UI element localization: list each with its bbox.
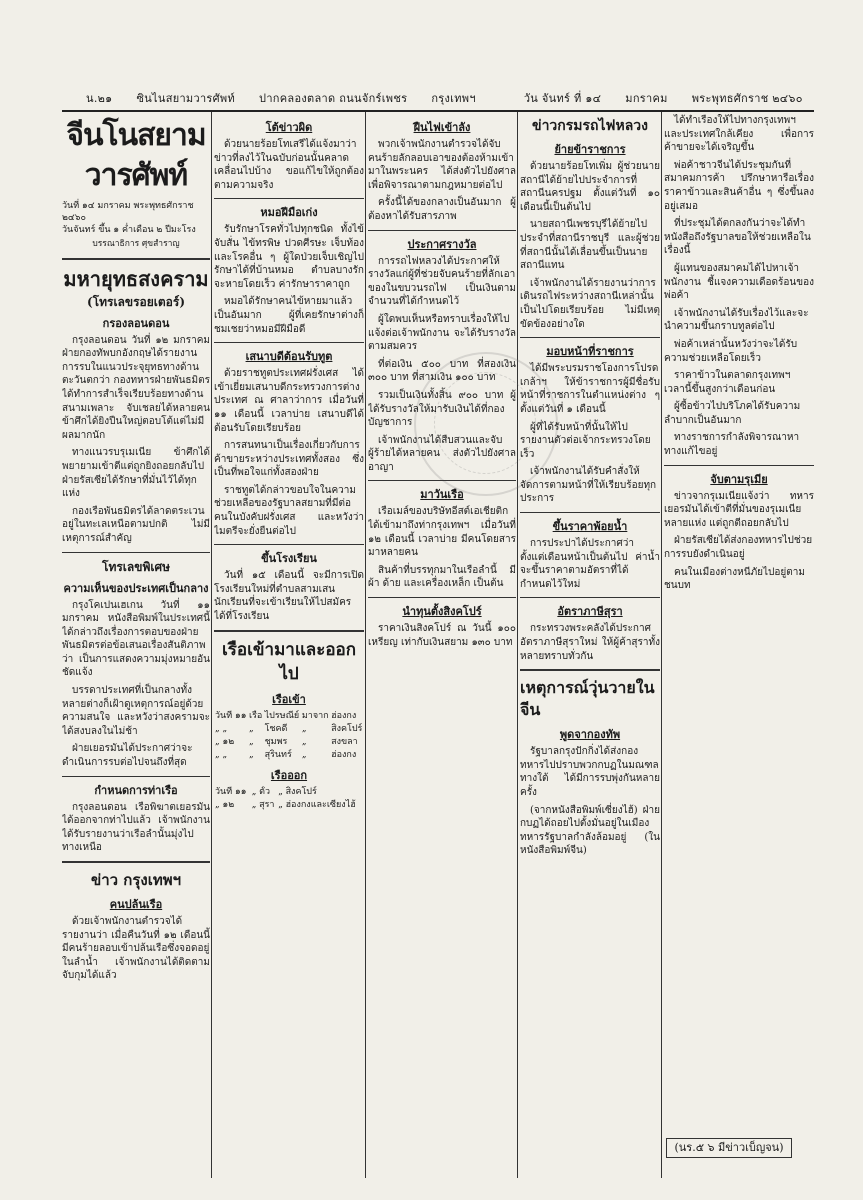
article-paragraph: กรุงลอนดอน เรือพิฆาตเยอรมันได้ออกจากท่าไปแล้ว เจ้าพนักงานได้รับรายงานว่าเรือลำนั้นมุ่งไปทางเหนือ — [62, 801, 210, 854]
article-paragraph: ผู้ที่ได้รับหน้าที่นั้นให้ไปรายงานตัวต่อเจ้ากระทรวงโดยเร็ว — [520, 421, 651, 460]
table-cell: „ — [278, 786, 283, 797]
article-heading: นำทุนตั้งสิงคโปร์ — [402, 605, 482, 619]
divider — [62, 776, 210, 777]
editor-name: บรรณาธิการ ศุขสำราญ — [92, 239, 180, 249]
divider — [214, 630, 364, 632]
table-row — [214, 749, 364, 762]
table-cell: „ — [278, 799, 283, 810]
table-cell: „ — [251, 786, 257, 797]
article-paragraph: วันที่ ๑๕ เดือนนี้ จะมีการเปิดโรงเรียนใหม่ที่ตำบลสามเสน นักเรียนที่จะเข้าเรียนให้ไปสมัครได้ที่โรงเรียน — [214, 570, 364, 623]
article-paragraph: ราคาข้าวในตลาดกรุงเทพฯ เวลานี้ขึ้นสูงกว่าเดือนก่อน — [664, 370, 791, 395]
divider — [520, 597, 660, 598]
ships-in-heading: เรือเข้า — [272, 692, 306, 706]
article-paragraph: เจ้าพนักงานได้สืบสวนและจับผู้ร้ายได้หลายคน ส่งตัวไปยังศาลอาญา — [368, 434, 516, 473]
divider — [520, 337, 660, 338]
table-cell: „ — [249, 736, 254, 747]
article-paragraph: สินค้าที่บรรทุกมาในเรือลำนี้ มีผ้า ด้าย และเครื่องเหล็ก เป็นต้น — [368, 564, 516, 590]
article-paragraph: กรุงโคเปนเฮเกน วันที่ ๑๑ มกราคม หนังสือพิมพ์ในประเทศนี้ได้กล่าวถึงเรื่องการตอบของฝ่ายพันธมิตรต่อข้อเสนอเรื่องสันติภาพว่า เป็นการแสดงความมุ่งหมายอันชัดแจ้ง — [62, 599, 210, 679]
table-row — [214, 736, 364, 749]
table-cell: โชคดี — [264, 723, 288, 734]
article-paragraph: ครั้งนี้ได้ของกลางเป็นอันมาก ผู้ต้องหาได้รับสารภาพ — [368, 197, 516, 222]
divider — [62, 861, 210, 863]
article-paragraph: นายสถานีเพชรบุรีได้ย้ายไปประจำที่สถานีราชบุรี และผู้ช่วยที่สถานีนั้นได้เลื่อนขึ้นเป็นนายสถานีแทน — [520, 219, 660, 272]
war-front-heading: กรองลอนดอน — [102, 316, 170, 330]
telegram-heading: โทรเลขพิเศษ — [102, 559, 170, 574]
article-paragraph: หมอได้รักษาคนไข้หายมาแล้วเป็นอันมาก ผู้ที่เคยรักษาต่างก็ชมเชยว่าหมอมีฝีมือดี — [214, 296, 364, 335]
article-paragraph: (จากหนังสือพิมพ์เซี่ยงไฮ้) ฝ่ายกบฏได้ถอยไปตั้งมั่นอยู่ในเมือง ทหารรัฐบาลกำลังล้อมอยู่ (ในหนังสือพิมพ์จีน) — [520, 804, 660, 857]
divider — [520, 669, 660, 671]
article-heading: โต้ข่าวผิด — [265, 121, 313, 134]
article-paragraph: ราคาเงินสิงคโปร์ ณ วันนี้ ๑๐๐ เหรียญ เท่ากับเงินสยาม ๑๓๐ บาท — [368, 623, 516, 648]
article-paragraph: ที่ประชุมได้ตกลงกันว่าจะได้ทำหนังสือถึงรัฐบาลขอให้ช่วยเหลือในเรื่องนี้ — [664, 218, 811, 257]
paper-name: ซินไนสยามวารศัพท์ — [136, 92, 236, 105]
article-paragraph: ที่ต่อเงิน ๕๐๐ บาท ที่สองเงิน ๓๐๐ บาท ที่สามเงิน ๑๐๐ บาท — [368, 358, 516, 384]
table-cell: ตั้ว — [259, 786, 271, 797]
article-paragraph: ข่าวจากรุเมเนียแจ้งว่า ทหารเยอรมันได้เข้าตีที่มั่นของรุเมเนียหลายแห่ง แต่ถูกตีถอยกลับไป — [664, 490, 814, 529]
column-divider — [517, 112, 518, 1178]
article-paragraph: กรุงลอนดอน วันที่ ๑๒ มกราคม ฝ่ายกองทัพบกอังกฤษได้รายงานการรบในแนวประจุยุทธทางด้านตะวันตกว่า กองทหารฝ่ายพันธมิตรได้ทำการสำเร็จเรียบร้อยทางด้านสนามเพลาะ จับเชลยได้หลายคน ข้าศึกได้ยิงปืนใหญ่ตอบโต้แต่ไม่มีผลมากนัก — [62, 334, 210, 441]
article-paragraph: บรรดาประเทศที่เป็นกลางทั้งหลายต่างก็เฝ้าดูเหตุการณ์อยู่ด้วยความสนใจ และหวังว่าสงครามจะได้สงบลงในไม่ช้า — [62, 685, 210, 737]
china-news-title: เหตุการณ์วุ่นวายในจีน — [520, 678, 655, 720]
table-row — [214, 723, 364, 736]
article-heading: อัตราภาษีสุรา — [557, 605, 623, 619]
ships-out-heading: เรือออก — [270, 768, 308, 782]
table-cell: „ „ — [215, 749, 228, 760]
article-paragraph: ฝ่ายเยอรมันได้ประกาศว่าจะดำเนินการรบต่อไปจนถึงที่สุด — [62, 743, 193, 769]
telegram-subheading: ความเห็นของประเทศเป็นกลาง — [63, 581, 209, 595]
article-paragraph: พวกเจ้าพนักงานตำรวจได้จับคนร้ายลักลอบเอาของต้องห้ามเข้ามาในพระนคร ได้ส่งตัวไปยังศาลเพื่อพิจารณาตามกฎหมายต่อไป — [368, 139, 516, 191]
header-rule — [62, 110, 814, 112]
table-cell: „ — [251, 799, 257, 810]
china-news-subtitle: พูดจากองทัพ — [559, 728, 621, 742]
table-row — [214, 710, 364, 723]
table-cell: ไปรษณีย์ — [264, 710, 300, 721]
railway-news-subtitle: ย้ายข้าราชการ — [554, 143, 626, 156]
table-cell: ฮ่องกงและเซี่ยงไฮ้ — [285, 799, 356, 810]
column-divider — [661, 112, 662, 1178]
table-cell: „ — [301, 736, 307, 747]
column-2 — [214, 114, 364, 1176]
article-paragraph: ทางราชการกำลังพิจารณาหาทางแก้ไขอยู่ — [664, 432, 800, 458]
article-paragraph: ผู้ซื้อข้าวไปบริโภคได้รับความลำบากเป็นอันมาก — [664, 401, 801, 426]
table-cell: „ — [301, 749, 307, 760]
table-cell: เรือ — [249, 710, 263, 721]
divider — [664, 465, 814, 466]
divider — [368, 480, 516, 481]
article-paragraph: พ่อค้าเหล่านั้นหวังว่าจะได้รับความช่วยเหลือโดยเร็ว — [664, 338, 798, 364]
divider — [62, 552, 210, 553]
article-paragraph: ฝ่ายรัสเซียได้ส่งกองทหารไปช่วย การรบยังดำเนินอยู่ — [664, 535, 813, 561]
divider — [62, 258, 210, 260]
article-paragraph: ด้วยเจ้าพนักงานตำรวจได้รายงานว่า เมื่อคืนวันที่ ๑๒ เดือนนี้ มีคนร้ายลอบเข้าปล้นเรือซึ่งจอดอยู่ในลำน้ำ เจ้าพนักงานได้ติดตามจับกุมได้แล้ว — [62, 916, 210, 982]
ships-out-table — [214, 786, 364, 812]
table-cell: „ ๑๒ — [215, 736, 235, 747]
article-heading: ประกาศรางวัล — [407, 237, 477, 251]
table-cell: สุรินทร์ — [264, 749, 292, 760]
continued-note: (นร.๕ ๖ มีข่าวเบ็ญจน) — [666, 1138, 792, 1158]
table-cell: ฮ่องกง — [331, 749, 357, 760]
article-paragraph: การประปาได้ประกาศว่า ตั้งแต่เดือนหน้าเป็นต้นไป ค่าน้ำจะขึ้นราคาตามอัตราที่ได้กำหนดไว้ใหม่ — [520, 538, 660, 590]
dateline: วันที่ ๑๔ มกราคม พระพุทธศักราช ๒๔๖๐ — [62, 201, 194, 223]
article-paragraph: รับรักษาโรคทั่วไปทุกชนิด ทั้งไข้จับสั่น ไข้ทรพิษ ปวดศีรษะ เจ็บท้อง และโรคอื่น ๆ ผู้ใดป่วยเจ็บเชิญไปรักษาได้ที่บ้านหมอ ตำบลบางรัก จะหายโดยเร็ว ค่ารักษาราคาถูก — [214, 224, 364, 290]
war-section-subtitle: (โทรเลขรอยเตอร์) — [86, 294, 186, 309]
article-paragraph: เรือเมล์ของบริษัทอีสต์เอเชียติก ได้เข้ามาถึงท่ากรุงเทพฯ เมื่อวันที่ ๑๒ เดือนนี้ เวลาบ่าย มีคนโดยสารมาหลายคน — [368, 506, 516, 559]
column-divider — [365, 112, 366, 1178]
issue-year: พระพุทธศักราช ๒๔๖๐ — [691, 92, 803, 105]
war-section-title: มหายุทธสงคราม — [63, 266, 209, 291]
column-3 — [368, 114, 516, 1176]
article-paragraph: เจ้าพนักงานได้รับเรื่องไว้และจะนำความขึ้นกราบทูลต่อไป — [664, 307, 809, 333]
column-1 — [62, 114, 210, 1176]
article-heading: ขึ้นโรงเรียน — [261, 552, 317, 566]
article-paragraph: ได้ทำเรื่องให้ไปทางกรุงเทพฯ และประเทศใกล้เคียง เพื่อการค้าขายจะได้เจริญขึ้น — [664, 115, 814, 154]
divider — [214, 198, 364, 199]
railway-news-title: ข่าวกรมรถไฟหลวง — [532, 118, 648, 134]
article-heading: มอบหน้าที่ราชการ — [546, 345, 634, 359]
table-cell: มาจาก — [301, 710, 329, 721]
article-paragraph: ด้วยนายร้อยโทเพิ่ม ผู้ช่วยนายสถานีได้ย้ายไปประจำการที่สถานีนครปฐม ตั้งแต่วันที่ ๑๐ เดือนนี้เป็นต้นไป — [520, 161, 660, 213]
table-cell: สุรา — [259, 799, 275, 810]
column-divider — [211, 112, 212, 1178]
shipping-section-title: เรือเข้ามาและออกไป — [221, 639, 357, 684]
article-paragraph: คนในเมืองต่างหนีภัยไปอยู่ตามชนบท — [664, 566, 805, 592]
article-paragraph: พ่อค้าชาวจีนได้ประชุมกันที่สมาคมการค้า ปรึกษาหารือเรื่องราคาข้าวและสินค้าอื่น ๆ ซึ่งขึ้นลงอยู่เสมอ — [664, 159, 814, 212]
article-paragraph: ทางแนวรบรุเมเนีย ข้าศึกได้พยายามเข้าตีแต่ถูกยิงถอยกลับไป ฝ่ายรัสเซียได้รักษาที่มั่นไว้ได้ทุกแห่ง — [62, 447, 210, 500]
table-cell: วันที่ ๑๑ — [215, 786, 247, 797]
article-heading: หมอฝีมือเก่ง — [260, 206, 318, 220]
table-cell: „ — [249, 749, 254, 760]
table-cell: „ — [301, 723, 307, 734]
table-cell: „ ๑๒ — [215, 799, 235, 810]
divider — [214, 342, 364, 343]
article-paragraph: รวมเป็นเงินทั้งสิ้น ๙๐๐ บาท ผู้ได้รับรางวัลให้มารับเงินได้ที่กองบัญชาการ — [368, 389, 516, 429]
article-heading: มาวันเรือ — [420, 488, 464, 502]
article-heading: เสนาบดีต้อนรับทูต — [245, 350, 333, 364]
table-cell: สงขลา — [331, 736, 358, 747]
article-paragraph: กองเรือพันธมิตรได้ลาดตระเวนอยู่ในทะเลเหนือตามปกติ ไม่มีเหตุการณ์สำคัญ — [62, 505, 210, 544]
divider — [520, 512, 660, 513]
divider — [368, 230, 516, 231]
article-paragraph: ผู้แทนของสมาคมได้ไปหาเจ้าพนักงาน ชี้แจงความเดือดร้อนของพ่อค้า — [664, 262, 814, 302]
issue-month: มกราคม — [625, 92, 668, 105]
table-row — [214, 799, 364, 812]
article-heading: ฝืนไฟเข้าลัง — [413, 121, 471, 134]
article-heading: จับตามรุเมีย — [710, 472, 768, 486]
article-paragraph: เจ้าพนักงานได้รับคำสั่งให้จัดการตามหน้าที่ให้เรียบร้อยทุกประการ — [520, 466, 657, 505]
article-paragraph: ผู้ใดพบเห็นหรือทราบเรื่องให้ไปแจ้งต่อเจ้าพนักงาน จะได้รับรางวัลตามสมควร — [368, 313, 516, 353]
table-cell: สิงคโปร์ — [331, 723, 363, 734]
article-paragraph: การสนทนาเป็นเรื่องเกี่ยวกับการค้าขายระหว่างประเทศทั้งสอง ซึ่งเป็นที่พอใจแก่ทั้งสองฝ่าย — [214, 440, 364, 479]
table-cell: „ — [249, 723, 254, 734]
table-cell: ชุมพร — [264, 736, 288, 747]
table-cell: ฮ่องกง — [331, 710, 357, 721]
table-cell: สิงคโปร์ — [285, 786, 317, 797]
masthead: จีนโนสยามวารศัพท์ — [66, 118, 206, 193]
city-name: กรุงเทพฯ — [431, 92, 476, 105]
press-address: ปากคลองตลาด ถนนจักร์เพชร — [259, 92, 408, 105]
table-row — [214, 786, 364, 799]
divider — [214, 544, 364, 545]
column-4 — [520, 114, 660, 1176]
local-news-title: ข่าว กรุงเทพฯ — [90, 871, 182, 889]
article-paragraph: ด้วยนายร้อยโทเสรีได้แจ้งมาว่า ข่าวที่ลงไว้ในฉบับก่อนนั้นคลาดเคลื่อนไปบ้าง ขอแก้ไขให้ถูกต้องตามความจริง — [214, 139, 364, 191]
divider — [368, 597, 516, 598]
table-cell: วันที่ ๑๑ — [215, 710, 247, 721]
ships-in-table — [214, 710, 364, 762]
article-heading: ขึ้นราคาพ้อยน้ำ — [552, 520, 628, 534]
dateline-lunar: วันจันทร์ ขึ้น ๑ ค่ำเดือน ๒ ปีมะโรง — [62, 225, 196, 235]
article-paragraph: การรถไฟหลวงได้ประกาศให้รางวัลแก่ผู้ที่ช่วยจับคนร้ายที่ลักเอาของในขบวนรถไฟ เป็นเงินตามจำนวนที่ได้กำหนดไว้ — [368, 255, 516, 308]
local-news-subtitle: คนปล้นเรือ — [109, 898, 163, 911]
shipping-heading: กำหนดการท่าเรือ — [94, 783, 178, 797]
issue-day: วัน จันทร์ ที่ ๑๔ — [523, 92, 602, 105]
column-5 — [664, 114, 814, 1132]
article-paragraph: เจ้าพนักงานได้รายงานว่าการเดินรถไฟระหว่างสถานีเหล่านั้นเป็นไปโดยเรียบร้อย ไม่มีเหตุขัดข้องอย่างใด — [520, 277, 660, 330]
article-paragraph: รัฐบาลกรุงปักกิ่งได้ส่งกองทหารไปปราบพวกกบฏในมณฑลทางใต้ ได้มีการรบพุ่งกันหลายครั้ง — [520, 746, 660, 798]
article-paragraph: ราชทูตได้กล่าวขอบใจในความช่วยเหลือของรัฐบาลสยามที่มีต่อคนในบังคับฝรั่งเศส และหวังว่าไมตรีจะยั่งยืนต่อไป — [214, 484, 364, 537]
article-paragraph: ได้มีพระบรมราชโองการโปรดเกล้าฯ ให้ข้าราชการผู้มีชื่อรับหน้าที่ราชการในตำแหน่งต่าง ๆ ตั้งแต่วันที่ ๑ เดือนนี้ — [520, 363, 660, 415]
page-number: น.๒๑ — [86, 92, 113, 105]
table-cell: „ „ — [215, 723, 228, 734]
article-paragraph: กระทรวงพระคลังได้ประกาศอัตราภาษีสุราใหม่ ให้ผู้ค้าสุราทั้งหลายทราบทั่วกัน — [520, 623, 660, 662]
page-header — [86, 88, 803, 108]
article-paragraph: ด้วยราชทูตประเทศฝรั่งเศส ได้เข้าเยี่ยมเสนาบดีกระทรวงการต่างประเทศ ณ ศาลาว่าการ เมื่อวันที่ ๑๑ เดือนนี้ เวลาบ่าย เสนาบดีได้ต้อนรับโดยเรียบร้อย — [214, 368, 364, 434]
